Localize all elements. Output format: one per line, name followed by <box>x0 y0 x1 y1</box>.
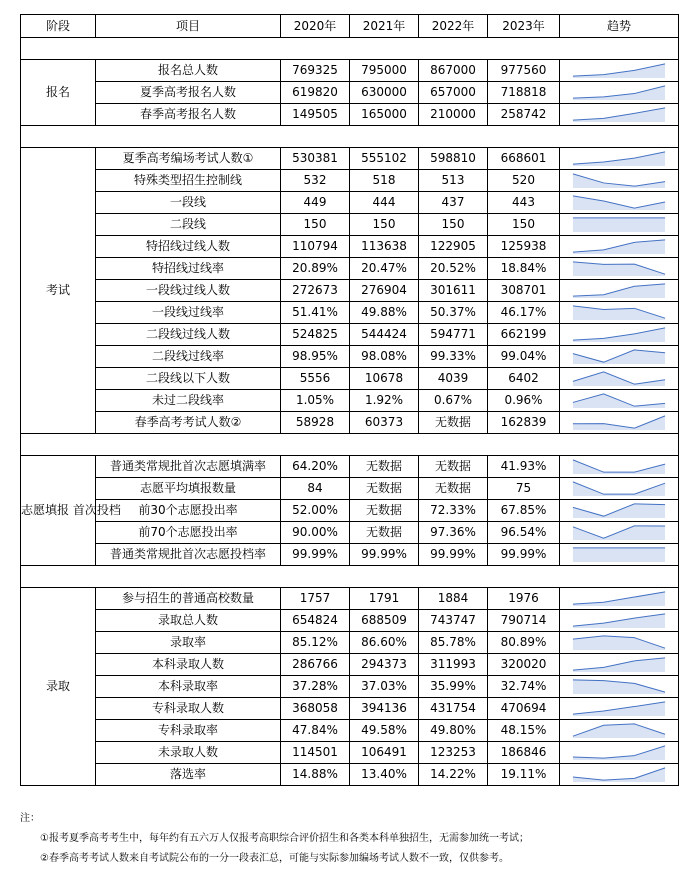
item-cell: 前30个志愿投出率 <box>96 500 281 522</box>
section-spacer-row <box>21 566 679 588</box>
value-cell: 99.99% <box>419 544 488 566</box>
header-year: 2021年 <box>350 15 419 38</box>
value-cell: 48.15% <box>488 720 560 742</box>
note-2: ②春季高考考试人数来自考试院公布的一分一段表汇总，可能与实际参加编场考试人数不一致，仅供参考。 <box>40 853 509 864</box>
table-row <box>21 280 679 302</box>
value-cell: 113638 <box>350 236 419 258</box>
sparkline-chart <box>572 172 666 189</box>
item-cell: 夏季高考报名人数 <box>96 82 281 104</box>
value-cell: 544424 <box>350 324 419 346</box>
header-trend: 趋势 <box>560 15 679 38</box>
value-cell: 19.11% <box>488 764 560 786</box>
sparkline-chart <box>572 392 666 409</box>
item-cell: 特招线过线率 <box>96 258 281 280</box>
table-row <box>21 654 679 676</box>
sparkline-chart <box>572 282 666 299</box>
table-row <box>21 412 679 434</box>
value-cell: 0.67% <box>419 390 488 412</box>
table-row <box>21 368 679 390</box>
value-cell: 86.60% <box>350 632 419 654</box>
sparkline-chart <box>572 304 666 321</box>
value-cell: 10678 <box>350 368 419 390</box>
value-cell: 518 <box>350 170 419 192</box>
notes-title: 注： <box>20 813 40 824</box>
value-cell: 668601 <box>488 148 560 170</box>
sparkline-chart <box>572 348 666 365</box>
stage-cell: 考试 <box>21 148 96 434</box>
value-cell: 114501 <box>281 742 350 764</box>
sparkline-chart <box>572 502 666 519</box>
item-cell: 未过二段线率 <box>96 390 281 412</box>
value-cell: 99.99% <box>488 544 560 566</box>
table-row <box>21 478 679 500</box>
trend-cell <box>560 170 679 192</box>
sparkline-area <box>573 372 665 386</box>
stage-cell: 志愿填报 首次投档 <box>21 456 96 566</box>
value-cell: 150 <box>350 214 419 236</box>
value-cell: 555102 <box>350 148 419 170</box>
item-cell: 参与招生的普通高校数量 <box>96 588 281 610</box>
item-cell: 二段线过线率 <box>96 346 281 368</box>
value-cell: 90.00% <box>281 522 350 544</box>
item-cell: 前70个志愿投出率 <box>96 522 281 544</box>
trend-cell <box>560 390 679 412</box>
value-cell: 0.96% <box>488 390 560 412</box>
item-cell: 落选率 <box>96 764 281 786</box>
value-cell: 532 <box>281 170 350 192</box>
value-cell: 60373 <box>350 412 419 434</box>
value-cell: 977560 <box>488 60 560 82</box>
item-cell: 春季高考报名人数 <box>96 104 281 126</box>
value-cell: 99.99% <box>350 544 419 566</box>
value-cell: 301611 <box>419 280 488 302</box>
trend-cell <box>560 698 679 720</box>
value-cell: 276904 <box>350 280 419 302</box>
item-cell: 专科录取人数 <box>96 698 281 720</box>
table-row <box>21 698 679 720</box>
value-cell: 50.37% <box>419 302 488 324</box>
value-cell: 110794 <box>281 236 350 258</box>
sparkline-area <box>573 152 665 166</box>
value-cell: 14.22% <box>419 764 488 786</box>
item-cell: 普通类常规批首次志愿投档率 <box>96 544 281 566</box>
value-cell: 431754 <box>419 698 488 720</box>
trend-cell <box>560 500 679 522</box>
value-cell: 20.52% <box>419 258 488 280</box>
section-spacer <box>21 434 679 456</box>
trend-cell <box>560 632 679 654</box>
table-row <box>21 764 679 786</box>
trend-cell <box>560 236 679 258</box>
item-cell: 二段线过线人数 <box>96 324 281 346</box>
notes <box>20 809 529 869</box>
value-cell: 35.99% <box>419 676 488 698</box>
trend-cell <box>560 742 679 764</box>
value-cell: 无数据 <box>350 456 419 478</box>
value-cell: 867000 <box>419 60 488 82</box>
item-cell: 二段线以下人数 <box>96 368 281 390</box>
trend-cell <box>560 456 679 478</box>
value-cell: 58928 <box>281 412 350 434</box>
item-cell: 特招线过线人数 <box>96 236 281 258</box>
value-cell: 无数据 <box>350 500 419 522</box>
value-cell: 449 <box>281 192 350 214</box>
value-cell: 无数据 <box>419 456 488 478</box>
table-row <box>21 192 679 214</box>
trend-cell <box>560 412 679 434</box>
sparkline-chart <box>572 414 666 431</box>
section-spacer-row <box>21 38 679 60</box>
item-cell: 本科录取人数 <box>96 654 281 676</box>
sparkline-chart <box>572 524 666 541</box>
value-cell: 80.89% <box>488 632 560 654</box>
value-cell: 1791 <box>350 588 419 610</box>
item-cell: 未录取人数 <box>96 742 281 764</box>
value-cell: 150 <box>281 214 350 236</box>
trend-cell <box>560 346 679 368</box>
header-year: 2020年 <box>281 15 350 38</box>
value-cell: 368058 <box>281 698 350 720</box>
value-cell: 99.99% <box>281 544 350 566</box>
header-year: 2022年 <box>419 15 488 38</box>
value-cell: 46.17% <box>488 302 560 324</box>
value-cell: 437 <box>419 192 488 214</box>
value-cell: 688509 <box>350 610 419 632</box>
item-cell: 一段线过线率 <box>96 302 281 324</box>
stage-cell: 录取 <box>21 588 96 786</box>
value-cell: 272673 <box>281 280 350 302</box>
value-cell: 49.80% <box>419 720 488 742</box>
section-spacer <box>21 126 679 148</box>
table-row <box>21 676 679 698</box>
sparkline-chart <box>572 260 666 277</box>
value-cell: 98.08% <box>350 346 419 368</box>
value-cell: 444 <box>350 192 419 214</box>
table-row <box>21 324 679 346</box>
value-cell: 718818 <box>488 82 560 104</box>
header-year: 2023年 <box>488 15 560 38</box>
value-cell: 84 <box>281 478 350 500</box>
item-cell: 二段线 <box>96 214 281 236</box>
value-cell: 37.28% <box>281 676 350 698</box>
value-cell: 320020 <box>488 654 560 676</box>
value-cell: 85.12% <box>281 632 350 654</box>
sparkline-chart <box>572 216 666 233</box>
table-row <box>21 544 679 566</box>
value-cell: 32.74% <box>488 676 560 698</box>
sparkline-area <box>573 526 665 540</box>
value-cell: 1.05% <box>281 390 350 412</box>
sparkline-area <box>573 394 665 408</box>
trend-cell <box>560 720 679 742</box>
sparkline-chart <box>572 612 666 629</box>
value-cell: 513 <box>419 170 488 192</box>
value-cell: 524825 <box>281 324 350 346</box>
value-cell: 165000 <box>350 104 419 126</box>
value-cell: 98.95% <box>281 346 350 368</box>
value-cell: 123253 <box>419 742 488 764</box>
value-cell: 99.04% <box>488 346 560 368</box>
item-cell: 一段线 <box>96 192 281 214</box>
value-cell: 619820 <box>281 82 350 104</box>
sparkline-chart <box>572 744 666 761</box>
value-cell: 662199 <box>488 324 560 346</box>
value-cell: 743747 <box>419 610 488 632</box>
table-row <box>21 236 679 258</box>
item-cell: 夏季高考编场考试人数① <box>96 148 281 170</box>
value-cell: 49.88% <box>350 302 419 324</box>
table-row <box>21 170 679 192</box>
sparkline-chart <box>572 370 666 387</box>
value-cell: 795000 <box>350 60 419 82</box>
sparkline-chart <box>572 106 666 123</box>
trend-cell <box>560 82 679 104</box>
table-row <box>21 346 679 368</box>
stats-table <box>20 14 679 786</box>
trend-cell <box>560 148 679 170</box>
value-cell: 149505 <box>281 104 350 126</box>
value-cell: 186846 <box>488 742 560 764</box>
trend-cell <box>560 764 679 786</box>
value-cell: 258742 <box>488 104 560 126</box>
sparkline-area <box>573 548 665 562</box>
value-cell: 52.00% <box>281 500 350 522</box>
trend-cell <box>560 654 679 676</box>
trend-cell <box>560 610 679 632</box>
value-cell: 97.36% <box>419 522 488 544</box>
trend-cell <box>560 368 679 390</box>
sparkline-area <box>573 416 665 430</box>
item-cell: 报名总人数 <box>96 60 281 82</box>
item-cell: 春季高考考试人数② <box>96 412 281 434</box>
trend-cell <box>560 60 679 82</box>
value-cell: 6402 <box>488 368 560 390</box>
sparkline-chart <box>572 656 666 673</box>
value-cell: 20.47% <box>350 258 419 280</box>
value-cell: 286766 <box>281 654 350 676</box>
value-cell: 790714 <box>488 610 560 632</box>
value-cell: 1757 <box>281 588 350 610</box>
table-row <box>21 214 679 236</box>
value-cell: 443 <box>488 192 560 214</box>
value-cell: 41.93% <box>488 456 560 478</box>
sparkline-chart <box>572 62 666 79</box>
value-cell: 150 <box>488 214 560 236</box>
stage-cell: 报名 <box>21 60 96 126</box>
table-row <box>21 456 679 478</box>
value-cell: 85.78% <box>419 632 488 654</box>
header-stage: 阶段 <box>21 15 96 38</box>
value-cell: 1976 <box>488 588 560 610</box>
value-cell: 657000 <box>419 82 488 104</box>
value-cell: 308701 <box>488 280 560 302</box>
value-cell: 1884 <box>419 588 488 610</box>
item-cell: 特殊类型招生控制线 <box>96 170 281 192</box>
sparkline-area <box>573 658 665 672</box>
value-cell: 无数据 <box>419 478 488 500</box>
table-row <box>21 104 679 126</box>
header-item: 项目 <box>96 15 281 38</box>
value-cell: 122905 <box>419 236 488 258</box>
table-row <box>21 390 679 412</box>
value-cell: 18.84% <box>488 258 560 280</box>
item-cell: 志愿平均填报数量 <box>96 478 281 500</box>
table-row <box>21 720 679 742</box>
value-cell: 654824 <box>281 610 350 632</box>
trend-cell <box>560 258 679 280</box>
sparkline-chart <box>572 458 666 475</box>
value-cell: 96.54% <box>488 522 560 544</box>
trend-cell <box>560 214 679 236</box>
table-row <box>21 610 679 632</box>
value-cell: 598810 <box>419 148 488 170</box>
sparkline-chart <box>572 590 666 607</box>
section-spacer <box>21 566 679 588</box>
item-cell: 专科录取率 <box>96 720 281 742</box>
sparkline-area <box>573 328 665 342</box>
item-cell: 录取率 <box>96 632 281 654</box>
value-cell: 210000 <box>419 104 488 126</box>
value-cell: 无数据 <box>419 412 488 434</box>
value-cell: 106491 <box>350 742 419 764</box>
value-cell: 5556 <box>281 368 350 390</box>
value-cell: 769325 <box>281 60 350 82</box>
value-cell: 150 <box>419 214 488 236</box>
sparkline-chart <box>572 150 666 167</box>
table-row <box>21 60 679 82</box>
item-cell: 录取总人数 <box>96 610 281 632</box>
sparkline-chart <box>572 678 666 695</box>
item-cell: 一段线过线人数 <box>96 280 281 302</box>
note-1: ①报考夏季高考考生中，每年约有五六万人仅报考高职综合评价招生和各类本科单独招生，无需参加统一考试； <box>40 833 529 844</box>
sparkline-chart <box>572 238 666 255</box>
section-spacer <box>21 38 679 60</box>
value-cell: 520 <box>488 170 560 192</box>
table-row <box>21 742 679 764</box>
trend-cell <box>560 302 679 324</box>
sparkline-area <box>573 306 665 320</box>
item-cell: 普通类常规批首次志愿填满率 <box>96 456 281 478</box>
trend-cell <box>560 676 679 698</box>
value-cell: 无数据 <box>350 478 419 500</box>
value-cell: 37.03% <box>350 676 419 698</box>
sparkline-chart <box>572 326 666 343</box>
value-cell: 无数据 <box>350 522 419 544</box>
trend-cell <box>560 522 679 544</box>
value-cell: 67.85% <box>488 500 560 522</box>
trend-cell <box>560 280 679 302</box>
table-row <box>21 588 679 610</box>
trend-cell <box>560 544 679 566</box>
value-cell: 72.33% <box>419 500 488 522</box>
trend-cell <box>560 478 679 500</box>
value-cell: 64.20% <box>281 456 350 478</box>
value-cell: 49.58% <box>350 720 419 742</box>
sparkline-chart <box>572 766 666 783</box>
table-body <box>21 38 679 786</box>
table-row <box>21 302 679 324</box>
table-row <box>21 522 679 544</box>
value-cell: 630000 <box>350 82 419 104</box>
value-cell: 162839 <box>488 412 560 434</box>
value-cell: 294373 <box>350 654 419 676</box>
table-row <box>21 258 679 280</box>
value-cell: 13.40% <box>350 764 419 786</box>
trend-cell <box>560 104 679 126</box>
section-spacer-row <box>21 434 679 456</box>
item-cell: 本科录取率 <box>96 676 281 698</box>
value-cell: 4039 <box>419 368 488 390</box>
trend-cell <box>560 588 679 610</box>
section-spacer-row <box>21 126 679 148</box>
sparkline-chart <box>572 84 666 101</box>
sparkline-chart <box>572 480 666 497</box>
sparkline-chart <box>572 634 666 651</box>
trend-cell <box>560 324 679 346</box>
sparkline-area <box>573 218 665 232</box>
table-row <box>21 82 679 104</box>
value-cell: 1.92% <box>350 390 419 412</box>
value-cell: 394136 <box>350 698 419 720</box>
sparkline-area <box>573 174 665 188</box>
sparkline-chart <box>572 722 666 739</box>
value-cell: 51.41% <box>281 302 350 324</box>
sparkline-chart <box>572 194 666 211</box>
value-cell: 99.33% <box>419 346 488 368</box>
sparkline-area <box>573 768 665 782</box>
table-row <box>21 632 679 654</box>
trend-cell <box>560 192 679 214</box>
value-cell: 125938 <box>488 236 560 258</box>
header-row <box>21 15 679 38</box>
value-cell: 311993 <box>419 654 488 676</box>
value-cell: 470694 <box>488 698 560 720</box>
value-cell: 20.89% <box>281 258 350 280</box>
value-cell: 530381 <box>281 148 350 170</box>
value-cell: 594771 <box>419 324 488 346</box>
value-cell: 75 <box>488 478 560 500</box>
value-cell: 47.84% <box>281 720 350 742</box>
sparkline-chart <box>572 700 666 717</box>
table-row <box>21 148 679 170</box>
sparkline-chart <box>572 546 666 563</box>
value-cell: 14.88% <box>281 764 350 786</box>
sparkline-area <box>573 240 665 254</box>
